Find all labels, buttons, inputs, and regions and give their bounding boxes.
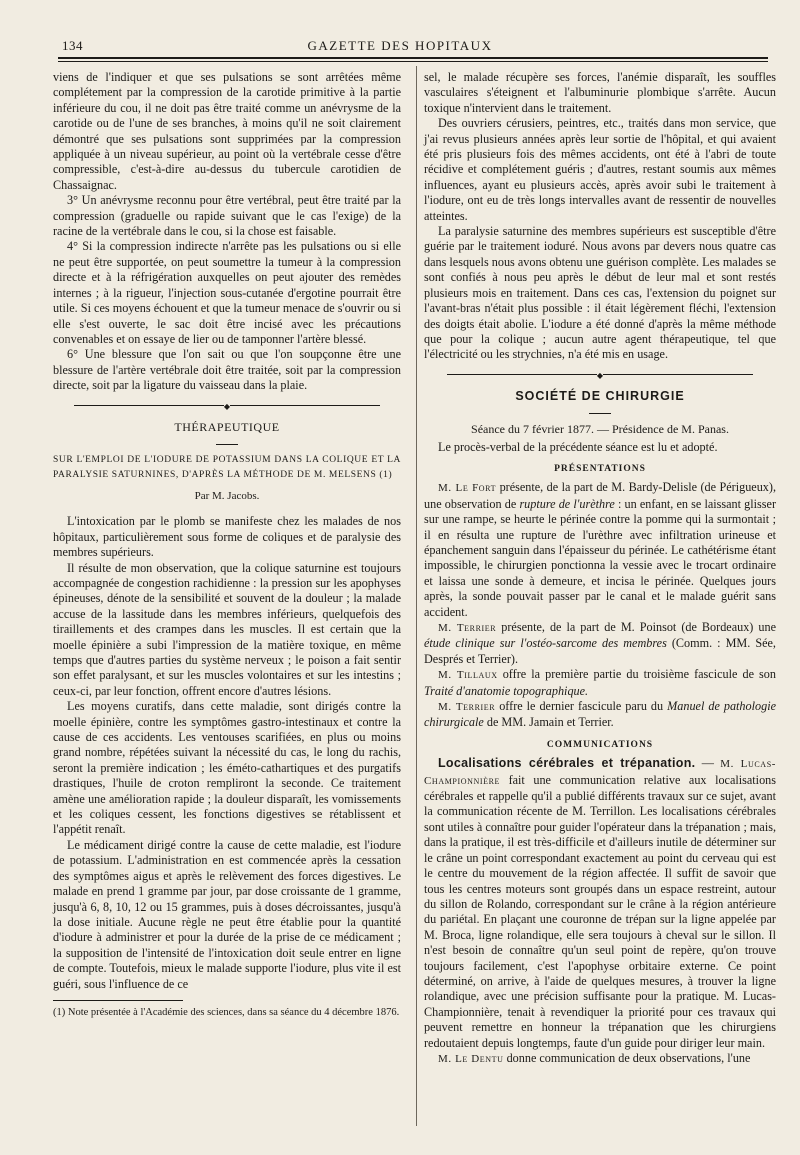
presentation-item: M. Terrier présente, de la part de M. Poinsot (de Bordeaux) une étude clinique sur l'ostéo-sarcome des membres (Comm. : MM. Sée, Després et Terrier). (424, 620, 776, 666)
title-dash (53, 437, 401, 445)
communication-item: Localisations cérébrales et trépanation. — M. Lucas-Championnière fait une communication relative aux localisations cérébrales et rappelle qu'il a publié différents travaux sur ce sujet, avant la communication récente de M. Terrillon. Les localisations cérébrales sont utiles à connaître pour guider l'opérateur dans la trépanation ; mais, dans la pratique, il est très-difficile et d'ailleurs inutile de déterminer sur le crâne un point correspondant exactement au point du cerveau qui est le centre du mouvement de la région affectée. Il suffit de savoir que tous les centres moteurs sont groupés dans un espace restreint, autour du sillon de Rolando, correspondant sur le crâne à la région antérieure du pariétal. En plaçant une couronne de trépan sur la ligne appelée par M. Broca, ligne rolandique, elle sera toujours à cheval sur le sillon. Il n'est besoin de connaître qu'un seul point de repère, qu'on trouve toujours facilement, c'est l'apophyse orbitaire externe. Ce point déterminé, on arrive, à l'aide de quelques mesures, à trouver la ligne rolandique, avec une précision suffisante pour la pratique. M. Lucas-Championnière, tenait à revendiquer la priorité pour ces travaux qui peuvent remettre en honneur la trépanation que les chirurgiens redoutaient depuis longtemps, faute d'un guide pour diriger leur main. (424, 756, 777, 1050)
article-author: Par M. Jacobs. (194, 489, 260, 502)
speaker-name: M. Le Fort (438, 482, 497, 495)
speaker-name: M. Terrier (438, 701, 496, 714)
speaker-name: M. Terrier (438, 622, 497, 634)
paragraph: Les moyens curatifs, dans cette maladie, sont dirigés contre la moelle épinière, contre les symptômes gastro-intestinaux et contre la cause de ces accidents. Les ventouses scarifiées, en plus ou moins grand nombre, répétées suivant la nécessité du cas, le long du rachis, seront la première indication ; les éméto-cathartiques et des purgatifs drastiques, l'huile de croton rempliront la seconde. Ce traitement amène une amélioration rapide ; la douleur disparaît, les vomissements et les coliques cessent, les fonctions digestives se rétablissent et l'appétit renaît. (53, 699, 401, 837)
header-rule-thin (58, 61, 768, 62)
running-title: GAZETTE DES HOPITAUX (307, 38, 493, 53)
paragraph: 3° Un anévrysme reconnu pour être vertébral, peut être traité par la compression (graduelle ou rapide suivant que le cas l'exige) de la racine de la vertébrale dans le cou, si la chose est faisable. (53, 193, 401, 239)
communications-heading: COMMUNICATIONS (546, 739, 654, 750)
speaker-name: M. Tillaux (438, 669, 498, 682)
speaker-name: M. Lucas-Championnière (424, 758, 777, 787)
section-separator: ◆ (424, 371, 776, 381)
header-rule (58, 57, 768, 59)
paragraph: Des ouvriers cérusiers, peintres, etc., traités dans mon service, que j'ai revus plusieurs années après leur sortie de l'hôpital, et qui avaient été pris plusieurs fois des mêmes accidents, ont été à l'abri de toute récidive et complétement guéris ; d'autres, restant soumis aux mêmes influences, ayant eu plusieurs accès, après avoir subi le traitement à l'iodure, ont eu de très longs intervalles avant de ressentir de nouvelles atteintes. (424, 116, 776, 223)
communication-title: Localisations cérébrales et trépanation. (438, 756, 696, 771)
society-title: SOCIÉTÉ DE CHIRURGIE (515, 388, 685, 403)
paragraph: viens de l'indiquer et que ses pulsations se sont arrêtées même complétement par la compression de la carotide primitive à la partie inférieure du cou, il ne doit pas être traité comme un anévrysme de la carotide ou de l'une de ses branches, à moins qu'il ne soit clairement démontré que ses pulsations sont supprimées par la compression appliquée à un niveau supérieur, au point où la vertébrale cesse d'être compressible, c'est-à-dire au-dessus du tubercule carotidien de Chassaignac. (53, 70, 401, 192)
presentation-item: M. Tillaux offre la première partie du troisième fascicule de son Traité d'anatomie topographique. (424, 667, 776, 698)
paragraph: Le médicament dirigé contre la cause de cette maladie, est l'iodure de potassium. L'administration en est commencée après la cessation des symptômes aigus et après le relèvement des forces digestives. Le malade en prend 1 gramme par jour, par dose croissante de 1 gramme, jusqu'à 6, 8, 10, 12 ou 15 grammes, puis à doses décroissantes, jusqu'à la dose initiale. Aucune règle ne peut être établie pour la quantité d'iodure à administrer et pour la durée de la prise de ce médicament ; la supposition de l'intensité de l'intoxication doit seule entrer en ligne de compte. Toutefois, mieux le malade supporte l'iodure, plus vite il est guéri, sous l'influence de ce (53, 837, 401, 991)
paragraph: 4° Si la compression indirecte n'arrête pas les pulsations ou si elle ne peut être supportée, on peut soumettre la tumeur à la compression directe et à la réfrigération auxquelles on peut ajouter des remèdes internes ; à la rigueur, l'injection sous-cutanée d'ergotine pourrait être utile. Si ces moyens échouent et que la tumeur menace de s'ouvrir ou si elle s'est ouverte, le sac doit être incisé avec les précautions convenables et on essaye de lier ou de tamponner l'artère blessé. (53, 239, 401, 346)
seance-line: Séance du 7 février 1877. — Présidence de M. Panas. (471, 422, 729, 437)
column-divider (416, 66, 417, 1126)
work-title: étude clinique sur l'ostéo-sarcome des membres (424, 636, 667, 651)
presentations-heading: PRÉSENTATIONS (554, 463, 646, 474)
footnote-rule (53, 1000, 183, 1001)
section-separator: ◆ (53, 402, 401, 412)
paragraph: L'intoxication par le plomb se manifeste chez les malades de nos hôpitaux, particulièrement sous forme de coliques et de paralysie des membres supérieurs. (53, 514, 401, 560)
footnote: (1) Note présentée à l'Académie des sciences, dans sa séance du 4 décembre 1876. (53, 1006, 400, 1018)
section-title: THÉRAPEUTIQUE (174, 419, 280, 434)
right-column (424, 70, 776, 1067)
work-title: rupture de l'urèthre (519, 496, 615, 511)
paragraph: 6° Une blessure que l'on sait ou que l'on soupçonne être une blessure de l'artère vertébrale doit être traitée, soit par la compression directe, soit par la ligature du vaisseau dans la plaie. (53, 347, 401, 393)
work-title: Manuel de pathologie chirurgicale (424, 699, 776, 730)
speaker-name: M. Le Dentu (438, 1052, 504, 1065)
presentation-item: M. Le Fort présente, de la part de M. Bardy-Delisle (de Périgueux), une observation de rupture de l'urèthre : un enfant, en se laissant glisser sur une rampe, se heurte le périnée contre la pomme qui la surmontait ; il en résulta une rupture de l'urèthre avec infiltration urineuse et épanchement sanguin dans l'épaisseur du périnée. Le cathétérisme étant impossible, le chirurgien ponctionna la vessie avec le trocart ordinaire et laissa une sonde à demeure, et incisa le périnée. Quelques jours après, la sonde pouvait passer par le canal et le malade guérit sans accident. (424, 480, 777, 619)
communication-item: M. Le Dentu donne communication de deux observations, l'une (438, 1050, 751, 1065)
page-number: 134 (62, 38, 83, 53)
presentation-item: M. Terrier offre le dernier fascicule paru du Manuel de pathologie chirurgicale de MM. Jamain et Terrier. (424, 699, 776, 730)
paragraph: Le procès-verbal de la précédente séance est lu et adopté. (438, 439, 718, 454)
article-title: SUR L'EMPLOI DE L'IODURE DE POTASSIUM DANS LA COLIQUE ET LA PARALYSIE SATURNINES, D'APRÈS LA MÉTHODE DE M. MELSENS (1) (53, 454, 401, 480)
left-column (53, 70, 401, 1019)
paragraph: sel, le malade récupère ses forces, l'anémie disparaît, les souffles vasculaires s'éteignent et l'albuminurie plombique s'arrête. Aucun toxique n'intervient dans le traitement. (424, 70, 776, 115)
work-title: Traité d'anatomie topographique. (424, 683, 589, 698)
paragraph: La paralysie saturnine des membres supérieurs est susceptible d'être guérie par le traitement ioduré. Nous avons par devers nous quatre cas dans lesquels nous avons obtenu une guérison complète. Les malades se sont confiés à nous peu après le début de leur mal et sont restés plusieurs mois en traitement. Dans ces cas, l'extension du poignet sur l'avant-bras n'était plus possible : il était légèrement fléchi, l'extension des doigts était abolie. L'iodure a été donné d'après la même méthode que pour la colique ; aucun autre agent thérapeutique, tel que l'électricité ou les strychnies, n'a été mis en usage. (424, 224, 776, 362)
title-dash (424, 406, 776, 414)
paragraph: Il résulte de mon observation, que la colique saturnine est toujours accompagnée de congestion rachidienne : la pression sur les apophyses épineuses, dénote de la sensibilité et souvent de la douleur ; la malade accuse de la lassitude dans les membres inférieurs, quelquefois des tiraillements et des crampes dans les muscles. Il est certain que la moelle épinière a subi l'impression de la matière toxique, en même temps que d'autres parties du système nerveux ; le poison a fait sentir son effet paralysant, et sur les muscles volontaires et sur les intestins ; ceux-ci, par leur fonction, offrent encore d'autres lésions. (53, 560, 401, 698)
